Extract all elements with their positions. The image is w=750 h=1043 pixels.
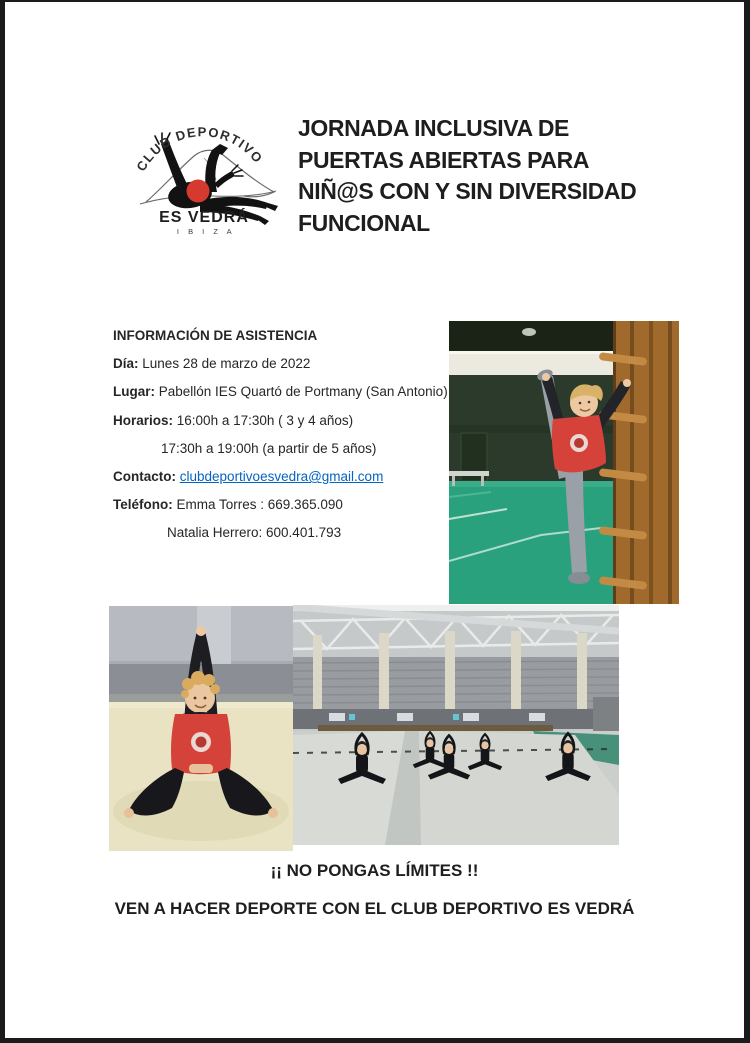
info-value: Lunes 28 de marzo de 2022 <box>142 356 311 372</box>
info-label: Horarios: <box>113 412 174 428</box>
info-label: Contacto: <box>113 469 176 485</box>
info-heading: INFORMACIÓN DE ASISTENCIA <box>113 328 318 343</box>
email-link[interactable]: clubdeportivoesvedra@gmail.com <box>179 469 384 485</box>
slogan-no-limits: ¡¡ NO PONGAS LÍMITES !! <box>270 861 479 880</box>
info-label: Día: <box>113 356 139 372</box>
logo-arc-text: CLUB DEPORTIVO <box>133 124 267 174</box>
title-line: JORNADA INCLUSIVA DE <box>298 115 569 141</box>
info-value: Natalia Herrero: 600.401.793 <box>167 525 342 541</box>
info-value: 16:00h a 17:30h ( 3 y 4 años) <box>176 412 354 428</box>
club-logo-graphic <box>116 92 286 240</box>
logo-club-name: ES VEDRÁ <box>159 209 249 226</box>
photo-standing-split <box>449 321 679 604</box>
screen-edge-left <box>0 0 5 1043</box>
screen-edge-bottom <box>0 1038 750 1043</box>
info-label: Teléfono: <box>113 497 173 513</box>
page-title <box>298 113 643 239</box>
title-line: PUERTAS ABIERTAS PARA <box>298 146 590 173</box>
title-line: FUNCIONAL <box>298 209 430 236</box>
photo-standing-split-image <box>449 321 679 604</box>
photo-gym-group-image <box>293 605 619 845</box>
slogan-join-club: VEN A HACER DEPORTE CON EL CLUB DEPORTIVO ES VEDRÁ <box>114 899 635 918</box>
info-value: Pabellón IES Quartó de Portmany (San Antonio) <box>158 384 448 400</box>
photo-straddle-stretch-image <box>109 606 293 851</box>
club-logo <box>116 92 286 240</box>
info-value: Emma Torres : 669.365.090 <box>176 497 343 513</box>
red-ball <box>187 180 210 203</box>
logo-location: I B I Z A <box>176 227 236 236</box>
screen-edge-right <box>744 0 750 1043</box>
info-value: 17:30h a 19:00h (a partir de 5 años) <box>161 440 377 456</box>
photo-straddle-stretch <box>109 606 293 851</box>
photo-gym-group <box>293 605 619 845</box>
title-line: NIÑ@S CON Y SIN DIVERSIDAD <box>298 178 637 204</box>
screen-edge-top <box>0 0 750 2</box>
info-label: Lugar: <box>113 384 155 400</box>
balance-beam <box>318 725 553 731</box>
